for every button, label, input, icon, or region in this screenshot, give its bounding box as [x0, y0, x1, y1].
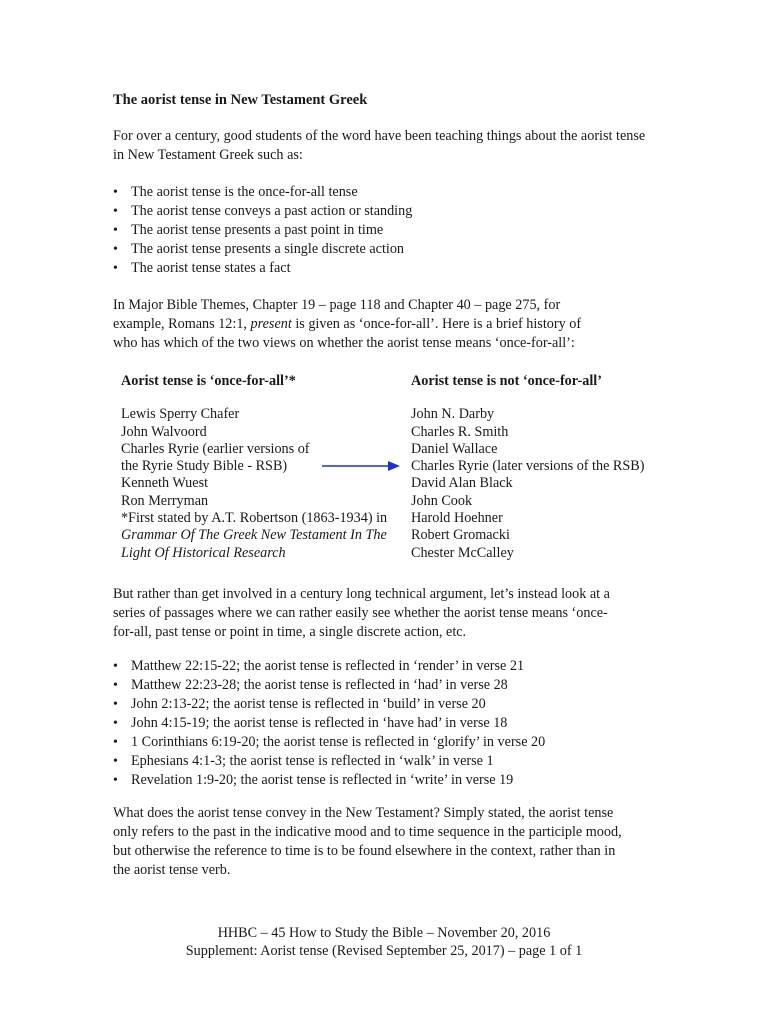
- once-for-all-header: Aorist tense is ‘once-for-all’*: [121, 373, 296, 389]
- conclusion-line: but otherwise the reference to time is to be found elsewhere in the context, rather than in: [113, 843, 616, 859]
- history-emphasis: present: [250, 316, 292, 332]
- history-line2-pre: example, Romans 12:1,: [113, 316, 251, 332]
- list-item: • The aorist tense is the once-for-all tense: [113, 183, 412, 202]
- document-title: The aorist tense in New Testament Greek: [113, 92, 368, 108]
- transition-paragraph: [113, 585, 673, 642]
- conclusion-line: only refers to the past in the indicative mood and to time sequence in the participle mood,: [113, 824, 622, 840]
- scholar-name: John Cook: [411, 492, 473, 509]
- list-item: • John 2:13-22; the aorist tense is reflected in ‘build’ in verse 20: [113, 695, 545, 714]
- history-paragraph: [113, 296, 673, 353]
- book-title: Grammar Of The Greek New Testament In The: [121, 527, 387, 544]
- not-once-for-all-header: Aorist tense is not ‘once-for-all’: [411, 373, 602, 389]
- list-item: • Ephesians 4:1-3; the aorist tense is reflected in ‘walk’ in verse 1: [113, 752, 545, 771]
- list-item: • The aorist tense presents a single discrete action: [113, 240, 412, 259]
- arrow-head: [388, 461, 400, 471]
- intro-text: For over a century, good students of the word have been teaching things about the aorist tense in New Testament Greek such as:: [113, 128, 646, 163]
- scholar-name: Charles Ryrie (later versions of the RSB): [411, 458, 645, 475]
- scholar-name: Harold Hoehner: [411, 510, 503, 527]
- transition-line: series of passages where we can rather easily see whether the aorist tense means ‘once-: [113, 605, 608, 621]
- scholar-name: John Walvoord: [121, 423, 207, 440]
- footnote-text: *First stated by A.T. Robertson (1863-1934) in: [121, 510, 388, 527]
- conclusion-line: What does the aorist tense convey in the New Testament? Simply stated, the aorist tense: [113, 805, 614, 821]
- list-item: • The aorist tense states a fact: [113, 259, 412, 278]
- arrow-right-icon: [322, 459, 402, 475]
- list-item: • John 4:15-19; the aorist tense is reflected in ‘have had’ in verse 18: [113, 714, 545, 733]
- list-item: • Matthew 22:23-28; the aorist tense is reflected in ‘had’ in verse 28: [113, 676, 545, 695]
- conclusion-paragraph: [113, 804, 673, 880]
- transition-line: But rather than get involved in a century long technical argument, let’s instead look at a: [113, 586, 610, 602]
- scholar-name: Charles Ryrie (earlier versions of: [121, 440, 310, 457]
- history-line: who has which of the two views on whether the aorist tense means ‘once-for-all’:: [113, 335, 575, 351]
- scholar-name: the Ryrie Study Bible - RSB): [121, 458, 288, 475]
- page-footer: [0, 924, 768, 960]
- history-line2-post: is given as ‘once-for-all’. Here is a brief history of: [291, 316, 582, 332]
- transition-line: for-all, past tense or point in time, a single discrete action, etc.: [113, 624, 467, 640]
- footer-line: HHBC – 45 How to Study the Bible – November 20, 2016: [217, 925, 551, 941]
- list-item: • The aorist tense presents a past point in time: [113, 221, 412, 240]
- history-line: [113, 315, 673, 334]
- conclusion-line: the aorist tense verb.: [113, 862, 231, 878]
- claims-list: [113, 183, 412, 278]
- book-title: Light Of Historical Research: [121, 544, 286, 561]
- list-item: • Matthew 22:15-22; the aorist tense is reflected in ‘render’ in verse 21: [113, 657, 545, 676]
- scholar-name: Lewis Sperry Chafer: [121, 406, 240, 423]
- not-once-for-all-column: [411, 373, 644, 562]
- history-line: In Major Bible Themes, Chapter 19 – page 118 and Chapter 40 – page 275, for: [113, 297, 561, 313]
- list-item: • 1 Corinthians 6:19-20; the aorist tense is reflected in ‘glorify’ in verse 20: [113, 733, 545, 752]
- footer-line: Supplement: Aorist tense (Revised September 25, 2017) – page 1 of 1: [185, 943, 583, 959]
- list-item: • Revelation 1:9-20; the aorist tense is reflected in ‘write’ in verse 19: [113, 771, 545, 790]
- scholar-name: David Alan Black: [411, 475, 513, 492]
- scholar-name: Daniel Wallace: [411, 440, 498, 457]
- scholar-name: Robert Gromacki: [411, 527, 510, 544]
- scholar-name: Chester McCalley: [411, 544, 514, 561]
- scholar-name: Charles R. Smith: [411, 423, 509, 440]
- scholar-name: Ron Merryman: [121, 492, 209, 509]
- scholar-name: John N. Darby: [411, 406, 495, 423]
- passages-list: [113, 657, 545, 790]
- list-item: • The aorist tense conveys a past action or standing: [113, 202, 412, 221]
- scholar-name: Kenneth Wuest: [121, 475, 209, 492]
- intro-paragraph: [113, 127, 653, 165]
